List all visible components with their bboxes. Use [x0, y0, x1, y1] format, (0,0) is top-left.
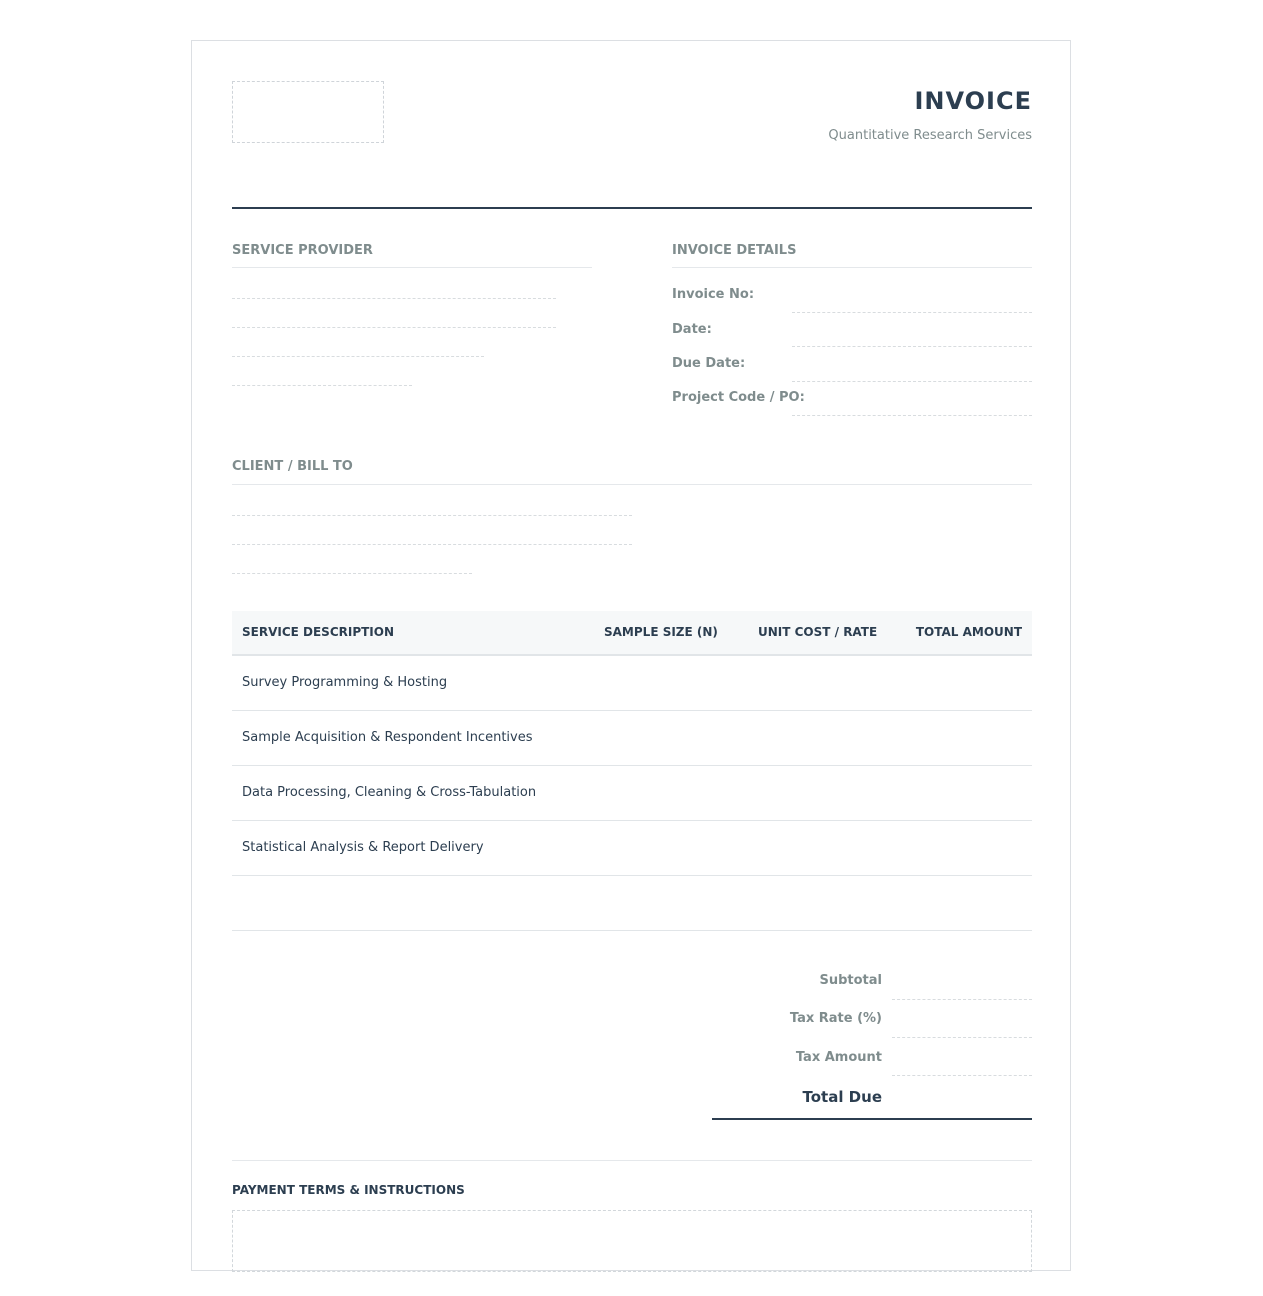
payment-terms-heading: PAYMENT TERMS & INSTRUCTIONS — [232, 1183, 465, 1197]
due-date-label: Due Date: — [672, 356, 746, 371]
terms-divider — [232, 1160, 1032, 1161]
row-description[interactable]: Statistical Analysis & Report Delivery — [242, 840, 484, 855]
invoice-details-heading: INVOICE DETAILS — [672, 243, 797, 258]
column-header-description: SERVICE DESCRIPTION — [242, 625, 395, 639]
table-row — [232, 876, 1032, 931]
client-name-field[interactable] — [232, 515, 632, 516]
tax-rate-label: Tax Rate (%) — [789, 1011, 882, 1026]
column-header-total-amount: TOTAL AMOUNT — [915, 625, 1022, 639]
table-row — [232, 711, 1032, 766]
service-provider-divider — [232, 267, 592, 268]
invoice-date-field[interactable] — [792, 346, 1032, 347]
row-description[interactable]: Sample Acquisition & Respondent Incentives — [242, 730, 533, 745]
column-header-unit-cost: UNIT COST / RATE — [758, 625, 878, 639]
provider-city-field[interactable] — [232, 356, 484, 357]
table-row — [232, 766, 1032, 821]
subtotal-field[interactable] — [892, 999, 1032, 1000]
row-description[interactable]: Survey Programming & Hosting — [242, 675, 448, 690]
invoice-sheet — [191, 40, 1071, 1271]
total-due-divider — [712, 1118, 1032, 1120]
column-header-sample-size: SAMPLE SIZE (N) — [604, 625, 718, 639]
provider-name-field[interactable] — [232, 298, 556, 299]
due-date-field[interactable] — [792, 381, 1032, 382]
header-divider — [232, 207, 1032, 209]
client-city-field[interactable] — [232, 573, 472, 574]
project-code-label: Project Code / PO: — [672, 390, 805, 405]
service-provider-heading: SERVICE PROVIDER — [232, 243, 373, 258]
invoice-details-divider — [672, 267, 1032, 268]
payment-terms-box[interactable] — [232, 1210, 1032, 1272]
invoice-number-label: Invoice No: — [672, 287, 755, 302]
invoice-subtitle: Quantitative Research Services — [828, 128, 1032, 143]
provider-address-field[interactable] — [232, 327, 556, 328]
total-due-label: Total Due — [802, 1088, 882, 1106]
client-address-field[interactable] — [232, 544, 632, 545]
table-row — [232, 821, 1032, 876]
subtotal-label: Subtotal — [819, 973, 882, 988]
row-description[interactable]: Data Processing, Cleaning & Cross-Tabulation — [242, 785, 537, 800]
provider-contact-field[interactable] — [232, 385, 412, 386]
services-table — [232, 611, 1032, 931]
invoice-date-label: Date: — [672, 322, 712, 337]
invoice-number-field[interactable] — [792, 312, 1032, 313]
tax-amount-label: Tax Amount — [795, 1050, 882, 1065]
tax-rate-field[interactable] — [892, 1037, 1032, 1038]
invoice-title: INVOICE — [914, 87, 1032, 115]
client-heading: CLIENT / BILL TO — [232, 459, 353, 474]
client-divider — [232, 484, 1032, 485]
table-header — [232, 611, 1032, 656]
table-row — [232, 656, 1032, 711]
tax-amount-field[interactable] — [892, 1075, 1032, 1076]
logo-placeholder[interactable] — [232, 81, 384, 143]
project-code-field[interactable] — [792, 415, 1032, 416]
